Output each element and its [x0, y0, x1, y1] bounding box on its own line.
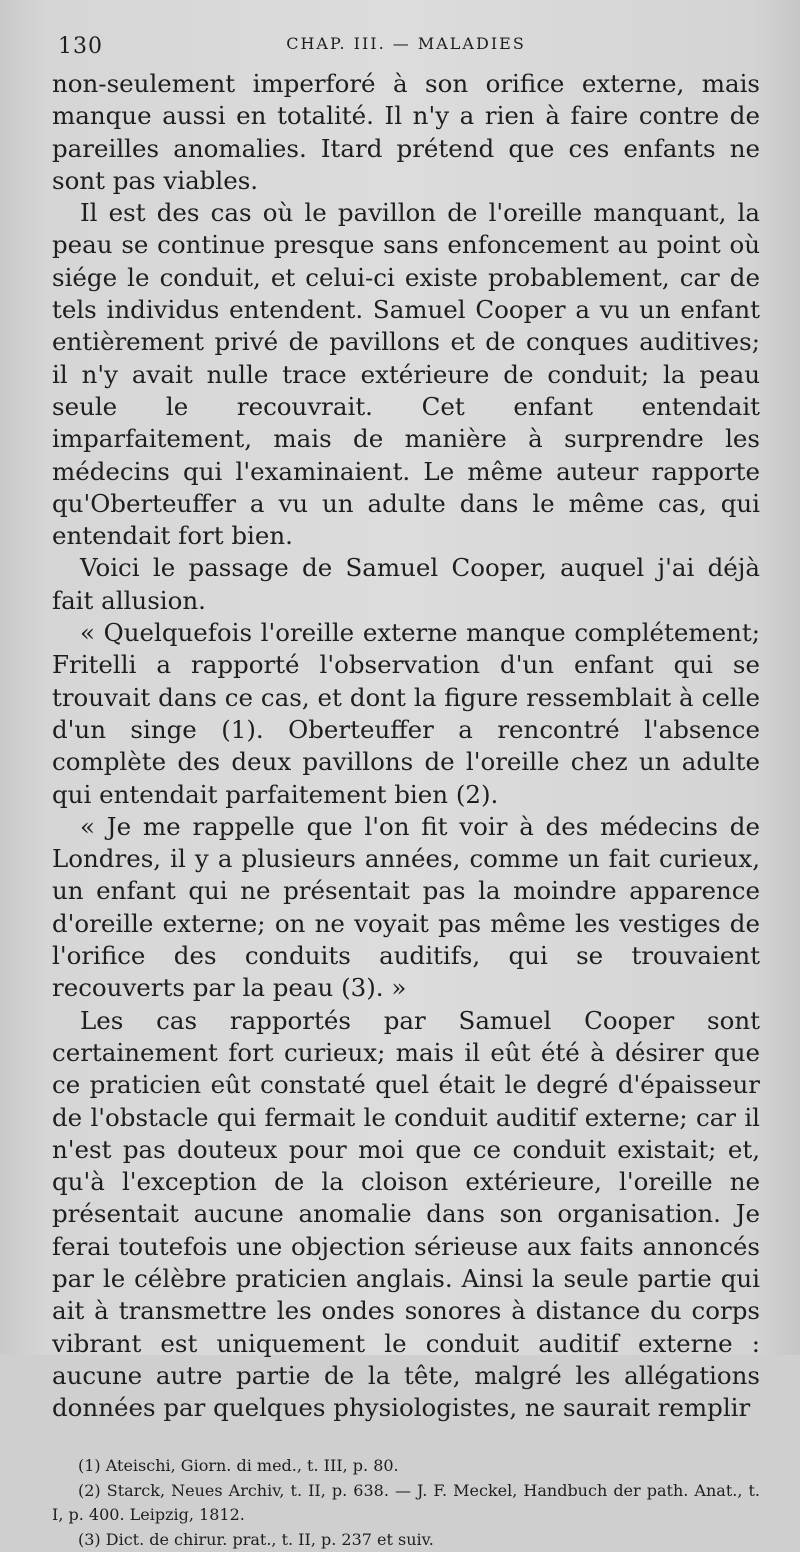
- footnote: (1) Ateischi, Giorn. di med., t. III, p. 80.: [78, 1456, 399, 1476]
- main-text: [52, 68, 760, 1424]
- paragraph: Voici le passage de Samuel Cooper, auquel j'ai déjà fait allusion.: [52, 553, 760, 615]
- page-number: 130: [58, 34, 103, 59]
- paragraph: Il est des cas où le pavillon de l'oreille manquant, la peau se continue presque sans enfoncement au point où siége le conduit, et celui-ci existe probablement, car de tels individus entendent. Samuel Cooper a vu un enfant entièrement privé de pavillons et de conques auditives; il n'y avait nulle trace extérieure de conduit; la peau seule le recouvrait. Cet enfant entendait imparfaitement, mais de manière à surprendre les médecins qui l'examinaient. Le même auteur rapporte qu'Oberteuffer a vu un adulte dans le même cas, qui entendait fort bien.: [52, 198, 760, 551]
- paragraph: non-seulement imperforé à son orifice externe, mais manque aussi en totalité. Il n'y a rien à faire contre de pareilles anomalies. Itard prétend que ces enfants ne sont pas viables.: [52, 69, 760, 195]
- paragraph: Les cas rapportés par Samuel Cooper sont certainement fort curieux; mais il eût été à désirer que ce praticien eût constaté quel était le degré d'épaisseur de l'obstacle qui fermait le conduit auditif externe; car il n'est pas douteux pour moi que ce conduit existait; et, qu'à l'exception de la cloison extérieure, l'oreille ne présentait aucune anomalie dans son organisation. Je ferai toutefois une objection sérieuse aux faits annoncés par le célèbre praticien anglais. Ainsi la seule partie qui ait à transmettre les ondes sonores à distance du corps vibrant est uniquement le conduit auditif externe : aucune autre partie de la tête, malgré les allégations données par quelques physiologistes, ne saurait remplir: [52, 1005, 760, 1423]
- quotation-paragraph: « Je me rappelle que l'on fit voir à des médecins de Londres, il y a plusieurs années, comme un fait curieux, un enfant qui ne présentait pas la moindre apparence d'oreille externe; on ne voyait pas même les vestiges de l'orifice des conduits auditifs, qui se trouvaient recouverts par la peau (3). »: [52, 811, 760, 1003]
- running-title: CHAP. III. — MALADIES: [286, 34, 526, 53]
- page-header: [52, 24, 760, 68]
- footnote: (2) Starck, Neues Archiv, t. II, p. 638. — J. F. Meckel, Handbuch der path. Anat., t. I, p. 400. Leipzig, 1812.: [52, 1480, 760, 1525]
- footnotes: [52, 1454, 760, 1552]
- quotation-paragraph: « Quelquefois l'oreille externe manque complétement; Fritelli a rapporté l'observation d'un enfant qui se trouvait dans ce cas, et dont la figure ressemblait à celle d'un singe (1). Oberteuffer a rencontré l'absence complète des deux pavillons de l'oreille chez un adulte qui entendait parfaitement bien (2).: [52, 618, 760, 809]
- footnote: (3) Dict. de chirur. prat., t. II, p. 237 et suiv.: [78, 1529, 434, 1549]
